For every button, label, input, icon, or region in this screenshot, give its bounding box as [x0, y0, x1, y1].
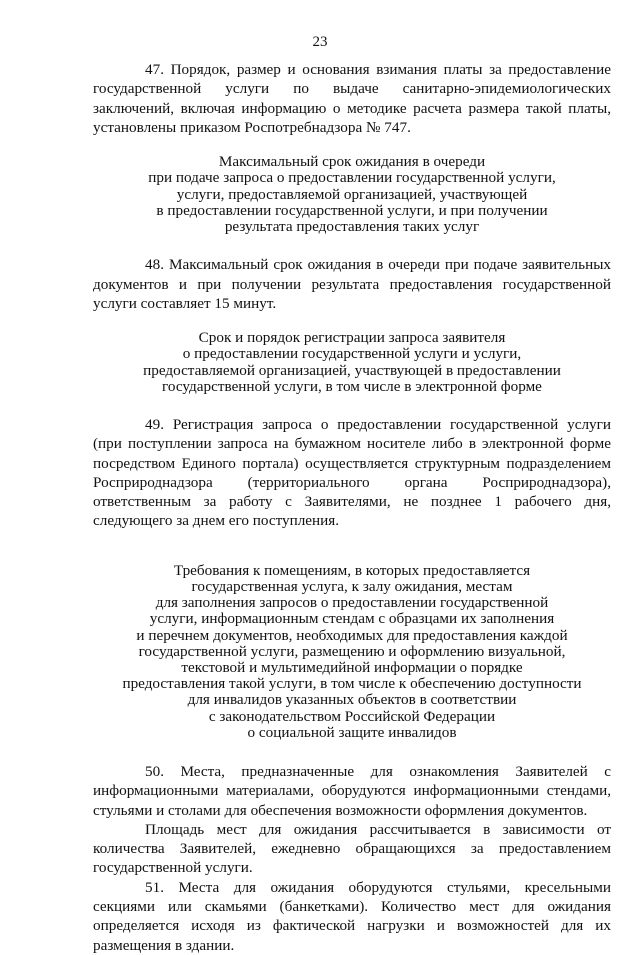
paragraph-49: 49. Регистрация запроса о предоставлении государственной услуги (при поступлении запроса на бумажном носителе либо в электронной форме посредством Единого портала) осуществляется структурным подразделением Росприроднадзора (территориального органа Росприроднадзора), ответственным за работу с Заявителями, не позднее 1 рабочего дня, следующего за днем его поступления. [93, 415, 611, 530]
heading-line: в предоставлении государственной услуги, и при получении [156, 201, 548, 219]
heading-line: Срок и порядок регистрации запроса заявителя [198, 329, 506, 347]
heading-line: предоставляемой организацией, участвующей в предоставлении [143, 361, 561, 379]
heading-line: услуги, предоставляемой организацией, участвующей [176, 185, 528, 203]
heading-registration [93, 330, 611, 395]
heading-line: результата предоставления таких услуг [224, 218, 480, 235]
heading-line: услуги, информационным стендам с образцами их заполнения [149, 610, 555, 628]
heading-line: и перечнем документов, необходимых для предоставления каждой [136, 626, 568, 644]
heading-line: государственной услуги, размещению и оформлению визуальной, [138, 642, 566, 660]
paragraph-51: 51. Места для ожидания оборудуются стульями, кресельными секциями или скамьями (банкетками). Количество мест для ожидания определяется исходя из фактической нагрузки и возможностей для их размещения в здании. [93, 878, 611, 954]
paragraph-47: 47. Порядок, размер и основания взимания платы за предоставление государственной услуги по выдаче санитарно-эпидемиологических заключений, включая информацию о методике расчета размера такой платы, установлены приказом Роспотребнадзора № 747. [93, 61, 611, 136]
heading-line: государственная услуга, к залу ожидания, местам [191, 577, 513, 595]
heading-line: для заполнения запросов о предоставлении государственной [155, 594, 549, 612]
heading-line: о предоставлении государственной услуги и услуги, [182, 345, 522, 363]
heading-premises-requirements [93, 563, 611, 741]
heading-line: для инвалидов указанных объектов в соответствии [187, 691, 517, 709]
heading-line: с законодательством Российской Федерации [208, 707, 496, 725]
heading-line: Максимальный срок ожидания в очереди [218, 153, 486, 171]
heading-line: государственной услуги, в том числе в электронной форме [162, 377, 542, 395]
heading-line: текстовой и мультимедийной информации о порядке [181, 658, 523, 676]
heading-line: при подаче запроса о предоставлении государственной услуги, [148, 169, 556, 187]
heading-queue-time [93, 154, 611, 235]
heading-line: предоставления такой услуги, в том числе к обеспечению доступности [122, 675, 582, 693]
page-number: 23 [312, 34, 328, 50]
heading-line: о социальной защите инвалидов [247, 723, 457, 741]
paragraph-50: 50. Места, предназначенные для ознакомления Заявителей с информационными материалами, оборудуются информационными стендами, стульями и столами для обеспечения возможности оформления документов. [93, 762, 611, 819]
heading-line: Требования к помещениям, в которых предоставляется [173, 561, 531, 579]
paragraph-48: 48. Максимальный срок ожидания в очереди при подаче заявительных документов и при получении результата предоставления государственной услуги составляет 15 минут. [93, 256, 611, 312]
paragraph-50-continued: Площадь мест для ожидания рассчитывается в зависимости от количества Заявителей, ежедневно обращающихся за предоставлением государственной услуги. [93, 820, 611, 877]
document-body [93, 60, 611, 955]
